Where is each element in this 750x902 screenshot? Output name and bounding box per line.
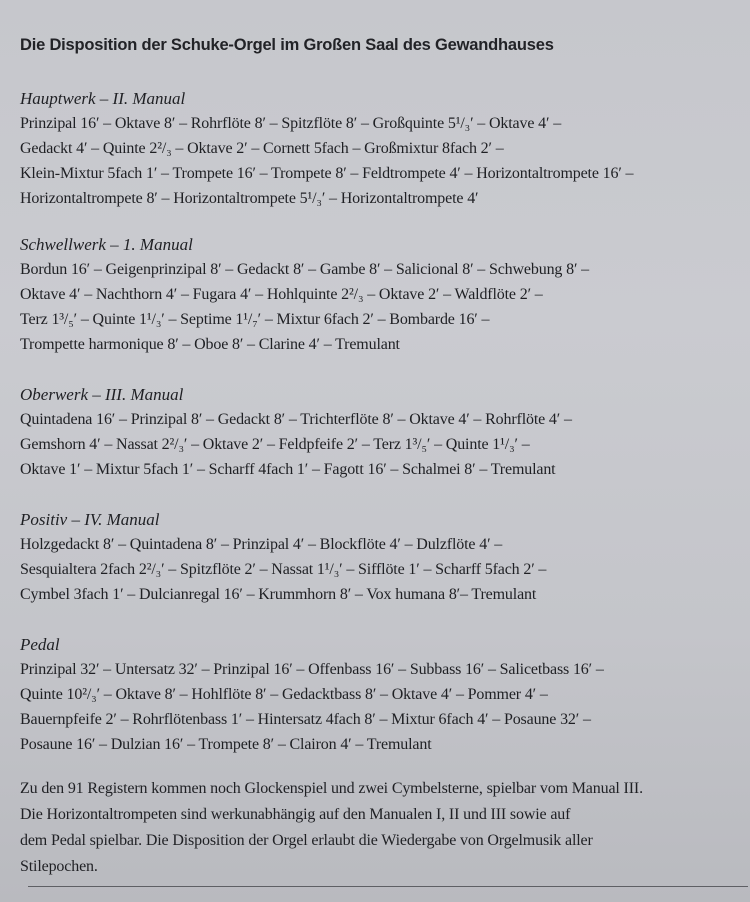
stop-line: Bauernpfeife 2′ – Rohrflötenbass 1′ – Hintersatz 4fach 8′ – Mixtur 6fach 4′ – Posaune 32′ –: [20, 711, 591, 728]
stop-line: Gedackt 4′ – Quinte 2²/₃ – Oktave 2′ – Cornett 5fach – Großmixtur 8fach 2′ –: [20, 140, 504, 157]
note-paragraph: [20, 776, 740, 880]
section-schwellwerk: [20, 232, 730, 357]
stop-line: Prinzipal 32′ – Untersatz 32′ – Prinzipal 16′ – Offenbass 16′ – Subbass 16′ – Salicetbass 16′ –: [20, 661, 604, 678]
stop-line: Gemshorn 4′ – Nassat 2²/₃′ – Oktave 2′ – Feldpfeife 2′ – Terz 1³/₅′ – Quinte 1¹/₃′ –: [20, 436, 530, 453]
note-line: Stilepochen.: [20, 858, 98, 875]
section-heading: Pedal: [20, 635, 60, 654]
section-heading: Schwellwerk – 1. Manual: [20, 235, 193, 254]
stop-line: Quinte 10²/₃′ – Oktave 8′ – Hohlflöte 8′ – Gedacktbass 8′ – Oktave 4′ – Pommer 4′ –: [20, 686, 548, 703]
stop-line: Quintadena 16′ – Prinzipal 8′ – Gedackt 8′ – Trichterflöte 8′ – Oktave 4′ – Rohrflöte 4′ –: [20, 411, 572, 428]
section-heading: Oberwerk – III. Manual: [20, 385, 184, 404]
note-line: Die Horizontaltrompeten sind werkunabhängig auf den Manualen I, II und III sowie auf: [20, 806, 571, 823]
stop-line: Holzgedackt 8′ – Quintadena 8′ – Prinzipal 4′ – Blockflöte 4′ – Dulzflöte 4′ –: [20, 536, 503, 553]
stop-line: Oktave 1′ – Mixtur 5fach 1′ – Scharff 4fach 1′ – Fagott 16′ – Schalmei 8′ – Tremulant: [20, 461, 556, 478]
section-oberwerk: [20, 382, 730, 482]
section-hauptwerk: [20, 86, 730, 211]
stop-line: Horizontaltrompete 8′ – Horizontaltrompete 5¹/₃′ – Horizontaltrompete 4′: [20, 190, 479, 207]
stop-line: Sesquialtera 2fach 2²/₃′ – Spitzflöte 2′ – Nassat 1¹/₃′ – Sifflöte 1′ – Scharff 5fach 2′ –: [20, 561, 547, 578]
bottom-divider: [28, 886, 748, 887]
note-line: Zu den 91 Registern kommen noch Glockenspiel und zwei Cymbelsterne, spielbar vom Manual III.: [20, 780, 643, 797]
section-heading: Hauptwerk – II. Manual: [20, 89, 186, 108]
section-pedal: [20, 632, 730, 757]
stop-line: Prinzipal 16′ – Oktave 8′ – Rohrflöte 8′ – Spitzflöte 8′ – Großquinte 5¹/₃′ – Oktave 4′ –: [20, 115, 562, 132]
page-title: Die Disposition der Schuke-Orgel im Großen Saal des Gewandhauses: [20, 36, 554, 54]
stop-line: Cymbel 3fach 1′ – Dulcianregal 16′ – Krummhorn 8′ – Vox humana 8′– Tremulant: [20, 586, 537, 603]
stop-line: Klein-Mixtur 5fach 1′ – Trompete 16′ – Trompete 8′ – Feldtrompete 4′ – Horizontaltrompete 16′ –: [20, 165, 634, 182]
stop-line: Oktave 4′ – Nachthorn 4′ – Fugara 4′ – Hohlquinte 2²/₃ – Oktave 2′ – Waldflöte 2′ –: [20, 286, 543, 303]
stop-line: Bordun 16′ – Geigenprinzipal 8′ – Gedackt 8′ – Gambe 8′ – Salicional 8′ – Schwebung 8′ –: [20, 261, 590, 278]
stop-line: Trompette harmonique 8′ – Oboe 8′ – Clarine 4′ – Tremulant: [20, 336, 400, 353]
note-line: dem Pedal spielbar. Die Disposition der Orgel erlaubt die Wiedergabe von Orgelmusik aller: [20, 832, 593, 849]
section-positiv: [20, 507, 730, 607]
stop-line: Posaune 16′ – Dulzian 16′ – Trompete 8′ – Clairon 4′ – Tremulant: [20, 736, 432, 753]
section-heading: Positiv – IV. Manual: [20, 510, 160, 529]
stop-line: Terz 1³/₅′ – Quinte 1¹/₃′ – Septime 1¹/₇′ – Mixtur 6fach 2′ – Bombarde 16′ –: [20, 311, 490, 328]
